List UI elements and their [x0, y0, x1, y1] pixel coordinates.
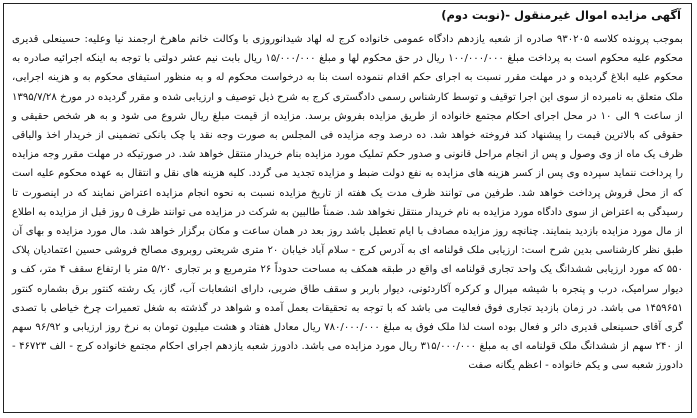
notice-body-text: بموجب پرونده کلاسه ۹۳۰۲۰۵ صادره از شعبه یازدهم دادگاه عمومی خانواده کرج له لهاد شیدانوروزی با وکالت خانم ماهرخ ارجمند نیا وعلیه: حسینعلی قدیری محکوم علیه محکوم است به پرداخت مبلغ ۱۰۰/۰۰۰/۰۰۰ ریال در حق محکوم لها و مبلغ ۱۵/۰۰۰/۰۰۰ ریال بابت نیم عشر دولتی با توجه به اینکه اجرائیه صادره به محکوم علیه ابلاغ گردیده و در مهلت مقرر نسبت به اجرای حکم اقدام ننموده است بنا به درخواست محکوم له و به منظور استیفای محکوم به و هزینه اجرایی، ملک متعلق به نامبرده از سوی این اجرا توقیف و توسط کارشناس رسمی دادگستری کرج به شرح ذیل توصیف و ارزیابی شده و مقرر گردیده در مورخ ۱۳۹۵/۷/۲۸ از ساعت ۹ الی ۱۰ در محل اجرای احکام مجتمع خانواده از طریق مزایده بفروش برسد. مزایده از قیمت مبلغ ریال شروع می شود و به هر شخص حقیقی و حقوقی که بالاترین قیمت را پیشنهاد کند فروخته خواهد شد. ده درصد وجه مزایده فی المجلس به صورت وجه نقد یا چک بانکی تضمینی از خریدار اخذ والباقی ظرف یک ماه از وی وصول و پس از انجام مراحل قانونی و صدور حکم تملیک مورد مزایده بنام خریدار منتقل خواهد شد. در صورتیکه در مهلت مقرر وجه مزایده را پرداخت ننماید سپرده وی پس از کسر هزینه های مزایده به نفع دولت ضبط و مزایده تجدید می گردد. کلیه هزینه های نقل و انتقال به عهده محکوم علیه است که از محل فروش پرداخت خواهد شد. طرفین می توانند ظرف مدت یک هفته از تاریخ مزایده نسبت به نحوه انجام مزایده اعتراض نمایند که در اینصورت تا رسیدگی به اعتراض از سوی دادگاه مورد مزایده به نام خریدار منتقل نخواهد شد. ضمناً طالبین به شرکت در مزایده می توانند ظرف ۵ روز قبل از مزایده به اطلاع از مال مورد مزایده بازدید بنمایند. چنانچه روز مزایده مصادف با ایام تعطیل باشد روز بعد در همان ساعت و مکان برگزار خواهد شد. مال مورد مزایده و بهای آن طبق نظر کارشناسی بدین شرح است: ارزیابی ملک قولنامه ای به آدرس کرج - سلام آباد خیابان ۲۰ متری شریعتی روبروی مصالح فروشی حسین اعتمادیان پلاک ۵۵۰ که مورد ارزیابی ششدانگ یک واحد تجاری قولنامه ای واقع در طبقه همکف به مساحت حدوداً ۲۶ مترمربع و بر تجاری ۵/۲۰ متر با ارتفاع سقف ۴ متر، کف و دیوار سرامیک، درب و پنجره با شیشه میرال و کرکره آکاردئونی، دیوار باربر و سقف طاق ضربی، دارای انشعابات آب، گاز، یک رشته کنتور برق بشماره کنتور ۱۴۵۹۶۵۱ می باشد. در زمان بازدید تجاری فوق فعالیت می باشد که با توجه به تحقیقات بعمل آمده و شواهد در گذشته به شغل تعمیرات چرخ خیاطی با تصدی گری آقای حسینعلی قدیری دائر و فعال بوده است لذا ملک فوق به مبلغ ۷۸۰/۰۰۰/۰۰۰ ریال معادل هفتاد و هشت میلیون تومان به نرخ روز ارزیابی و ۹۶/۹۲ سهم از ۲۴۰ سهم از ششدانگ ملک قولنامه ای به مبلغ ۳۱۵/۰۰۰/۰۰۰ ریال مورد مزایده می باشد. دادورز شعبه یازدهم اجرای احکام مجتمع خانواده کرج - الف ۴۶۷۲۳ - دادورز شعبه سی و یکم خانواده - اعظم یگانه صفت: [12, 34, 684, 372]
auction-notice: [3, 3, 692, 413]
notice-title: آگهی مزایده اموال غیرمنقول -(نوبت دوم): [441, 8, 681, 22]
notice-body: [12, 30, 683, 376]
